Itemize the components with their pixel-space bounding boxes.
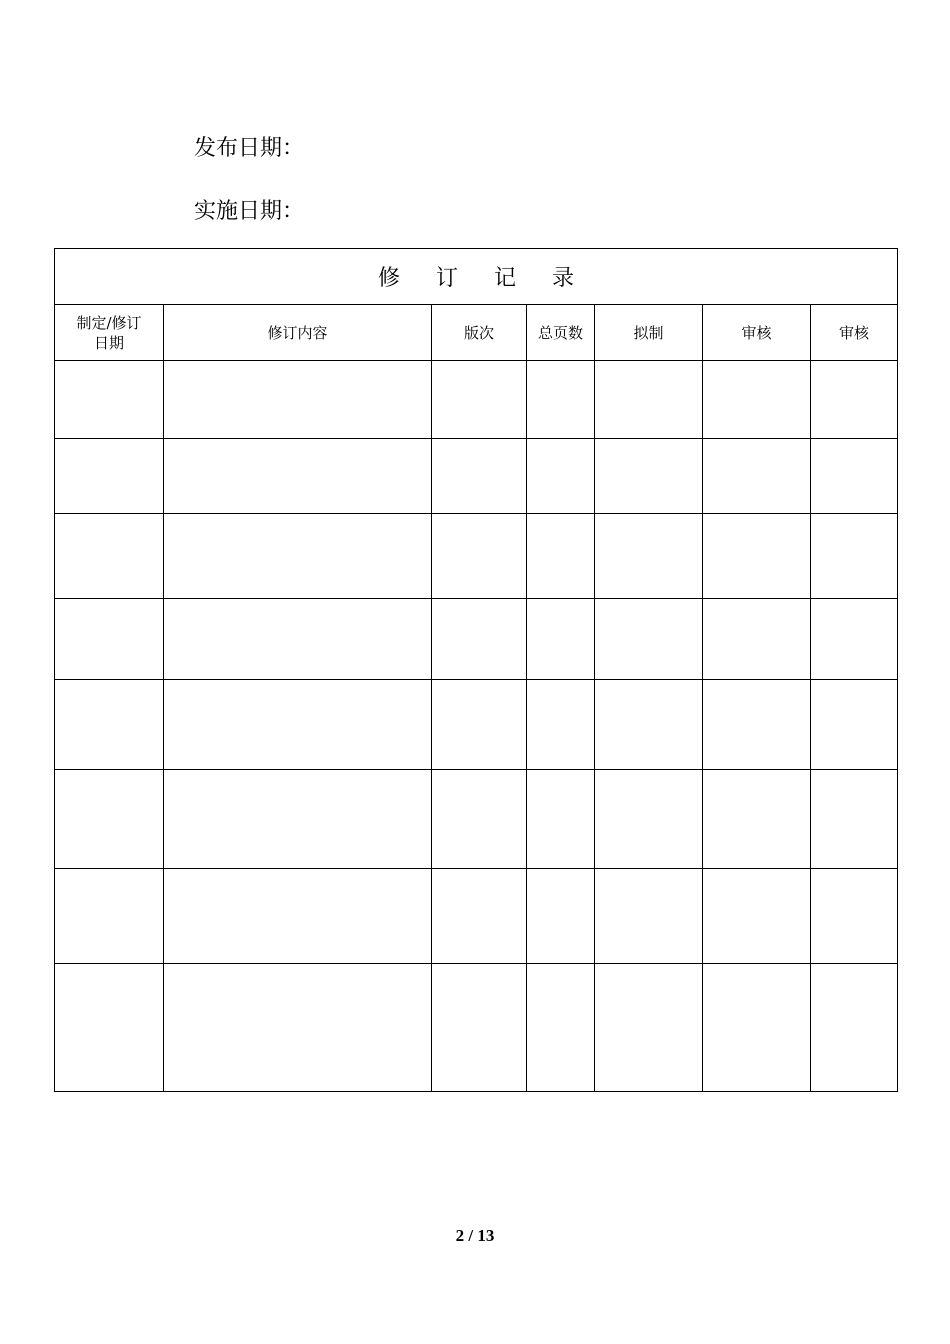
column-header-drafted-by: 拟制 [595,305,703,361]
table-cell[interactable] [527,514,595,599]
table-row [55,770,898,869]
table-cell[interactable] [164,361,432,439]
column-header-reviewed-by: 审核 [703,305,811,361]
table-cell[interactable] [164,869,432,964]
table-cell[interactable] [55,361,164,439]
page-indicator: 2 / 13 [455,1226,495,1245]
table-row [55,680,898,770]
table-cell[interactable] [703,599,811,680]
table-cell[interactable] [703,770,811,869]
table-cell[interactable] [527,680,595,770]
table-cell[interactable] [595,770,703,869]
table-cell[interactable] [55,439,164,514]
table-cell[interactable] [811,770,898,869]
table-cell[interactable] [703,514,811,599]
table-row [55,514,898,599]
column-header-approved-by: 审核 [811,305,898,361]
table-cell[interactable] [527,361,595,439]
table-cell[interactable] [527,599,595,680]
table-cell[interactable] [55,599,164,680]
table-cell[interactable] [595,439,703,514]
table-cell[interactable] [55,514,164,599]
table-cell[interactable] [811,361,898,439]
table-title: 修订记录 [55,249,898,305]
table-row [55,361,898,439]
table-cell[interactable] [595,361,703,439]
table-cell[interactable] [811,680,898,770]
table-cell[interactable] [164,514,432,599]
table-cell[interactable] [595,964,703,1092]
table-cell[interactable] [595,680,703,770]
table-cell[interactable] [432,680,527,770]
column-header-version: 版次 [432,305,527,361]
table-row [55,599,898,680]
table-cell[interactable] [432,770,527,869]
publish-date-label: 发布日期： [194,136,305,161]
table-cell[interactable] [527,770,595,869]
table-cell[interactable] [527,869,595,964]
table-cell[interactable] [527,439,595,514]
table-cell[interactable] [164,770,432,869]
table-cell[interactable] [595,869,703,964]
table-cell[interactable] [703,680,811,770]
table-cell[interactable] [432,599,527,680]
table-cell[interactable] [432,514,527,599]
table-cell[interactable] [164,680,432,770]
table-cell[interactable] [595,514,703,599]
column-header-total-pages: 总页数 [527,305,595,361]
table-cell[interactable] [432,869,527,964]
table-cell[interactable] [432,361,527,439]
table-cell[interactable] [55,770,164,869]
table-row [55,869,898,964]
table-cell[interactable] [703,964,811,1092]
table-cell[interactable] [55,680,164,770]
table-row [55,964,898,1092]
table-cell[interactable] [55,869,164,964]
table-cell[interactable] [164,964,432,1092]
table-cell[interactable] [595,599,703,680]
effective-date-label: 实施日期： [194,199,305,224]
column-header-content: 修订内容 [164,305,432,361]
table-cell[interactable] [432,964,527,1092]
table-cell[interactable] [164,439,432,514]
table-cell[interactable] [164,599,432,680]
table-cell[interactable] [703,361,811,439]
table-cell[interactable] [703,869,811,964]
table-cell[interactable] [811,964,898,1092]
table-cell[interactable] [703,439,811,514]
revision-record-table [54,248,898,1092]
table-cell[interactable] [811,514,898,599]
table-row [55,439,898,514]
table-cell[interactable] [811,869,898,964]
column-header-date: 制定/修订日期 [55,305,164,361]
table-cell[interactable] [811,599,898,680]
table-cell[interactable] [55,964,164,1092]
table-cell[interactable] [527,964,595,1092]
revision-rows [55,361,898,1092]
table-cell[interactable] [432,439,527,514]
table-cell[interactable] [811,439,898,514]
